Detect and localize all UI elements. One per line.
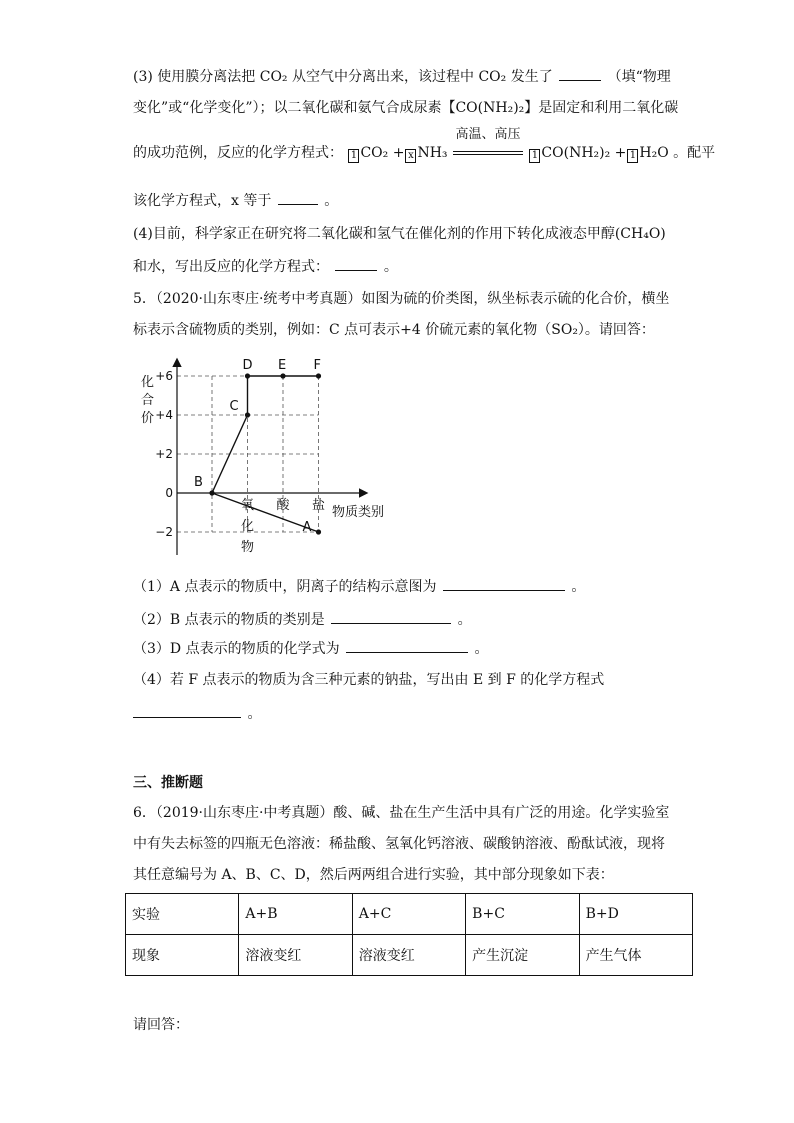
table-row	[126, 935, 693, 976]
q5-stem-line1: 5．（2020·山东枣庄·统考中考真题）如图为硫的价类图，纵坐标表示硫的化合价，横坐	[133, 291, 670, 307]
data-point	[209, 490, 214, 495]
answer-blank[interactable]	[335, 256, 377, 271]
q5-item2: （2）B 点表示的物质的类别是 。	[133, 609, 693, 630]
q4-part4-line2: 和水，写出反应的化学方程式： 。	[133, 256, 693, 277]
table-cell: 产生沉淀	[466, 935, 579, 976]
table-cell: A+B	[239, 894, 352, 935]
answer-blank[interactable]	[443, 576, 565, 591]
data-point	[316, 373, 321, 378]
chemical-equation: 1 CO₂ + x NH₃ 高温、高压 1 CO(NH₂)₂ + 1 H₂O	[347, 143, 668, 163]
sulfur-valence-chart	[130, 355, 410, 560]
data-point	[245, 373, 250, 378]
coefficient-box[interactable]: x	[405, 149, 416, 163]
equals-sign	[453, 151, 523, 155]
q4-part4-line1: (4)目前，科学家正在研究将二氧化碳和氢气在催化剂的作用下转化成液态甲醇(CH₄O)	[133, 226, 666, 242]
data-point	[316, 529, 321, 534]
data-point-label: F	[313, 358, 321, 373]
answer-blank[interactable]	[559, 66, 601, 81]
table-cell: 产生气体	[579, 935, 692, 976]
y-axis-label: 合	[141, 393, 155, 408]
q4-part3-line1: (3) 使用膜分离法把 CO₂ 从空气中分离出来，该过程中 CO₂ 发生了 （填“物理	[133, 66, 693, 87]
x-axis-label: 物质类别	[332, 505, 385, 520]
table-row	[126, 894, 693, 935]
q6-stem-line2: 中有失去标签的四瓶无色溶液：稀盐酸、氢氧化钙溶液、碳酸钠溶液、酚酞试液，现将	[133, 836, 665, 852]
reaction-condition: 高温、高压	[452, 143, 524, 163]
y-axis-label: 化	[141, 375, 155, 390]
answer-blank[interactable]	[346, 638, 468, 653]
x-category-label: 氧	[240, 498, 255, 513]
y-axis-label: 价	[141, 411, 155, 426]
q6-stem-line1: 6．（2019·山东枣庄·中考真题）酸、碱、盐在生产生活中具有广泛的用途。化学实验室	[133, 805, 670, 821]
y-tick-label: 0	[165, 486, 173, 500]
x-category-label: 物	[240, 540, 255, 555]
x-category-label: 化	[240, 519, 255, 534]
table-cell: 溶液变红	[239, 935, 352, 976]
data-point-label: E	[278, 358, 287, 373]
q6-prompt: 请回答：	[133, 1017, 189, 1033]
y-tick-label: +4	[155, 408, 173, 422]
x-category-label: 酸	[276, 498, 290, 513]
q5-stem-line2: 标表示含硫物质的类别，例如：C 点可表示+4 价硫元素的氧化物（SO₂）。请回答：	[133, 322, 655, 338]
table-cell: 现象	[126, 935, 239, 976]
data-point	[245, 412, 250, 417]
q5-item4: （4）若 F 点表示的物质为含三种元素的钠盐，写出由 E 到 F 的化学方程式	[133, 672, 605, 688]
section-title: 三、推断题	[133, 775, 203, 791]
table-cell: 溶液变红	[352, 935, 465, 976]
table-cell: 实验	[126, 894, 239, 935]
answer-blank[interactable]	[278, 190, 318, 205]
data-point-label: C	[229, 399, 239, 414]
coefficient-box[interactable]: 1	[348, 149, 359, 163]
answer-blank[interactable]	[331, 609, 451, 624]
q4-part3-line4: 该化学方程式，x 等于 。	[133, 190, 693, 211]
coefficient-box[interactable]: 1	[529, 149, 540, 163]
table-cell: A+C	[352, 894, 465, 935]
q5-item1: （1）A 点表示的物质中，阴离子的结构示意图为 。	[133, 576, 693, 597]
data-point-label: B	[194, 475, 203, 490]
data-point-label: A	[302, 520, 312, 535]
table-cell: B+D	[579, 894, 692, 935]
y-tick-label: −2	[155, 525, 173, 539]
table-cell: B+C	[466, 894, 579, 935]
q4-part3-line3: 的成功范例，反应的化学方程式： 1 CO₂ + x NH₃ 高温、高压 1 CO(NH₂)₂ + 1 H₂O 。配平	[133, 127, 716, 161]
chart-axes	[177, 360, 366, 555]
x-category-label: 盐	[311, 498, 326, 513]
answer-blank[interactable]	[133, 703, 241, 718]
y-tick-label: +6	[155, 369, 173, 383]
q6-stem-line3: 其任意编号为 A、B、C、D，然后两两组合进行实验，其中部分现象如下表：	[133, 867, 614, 883]
coefficient-box[interactable]: 1	[627, 149, 638, 163]
q4-part3-line2: 变化”或“化学变化”）；以二氧化碳和氨气合成尿素【CO(NH₂)₂】是固定和利用二氧化碳	[133, 100, 679, 116]
q5-item4-answer: 。	[133, 703, 693, 724]
experiment-table	[125, 893, 693, 976]
data-point-label: D	[242, 358, 253, 373]
q5-item3: （3）D 点表示的物质的化学式为 。	[133, 638, 693, 659]
y-tick-label: +2	[155, 447, 173, 461]
data-point	[280, 373, 285, 378]
